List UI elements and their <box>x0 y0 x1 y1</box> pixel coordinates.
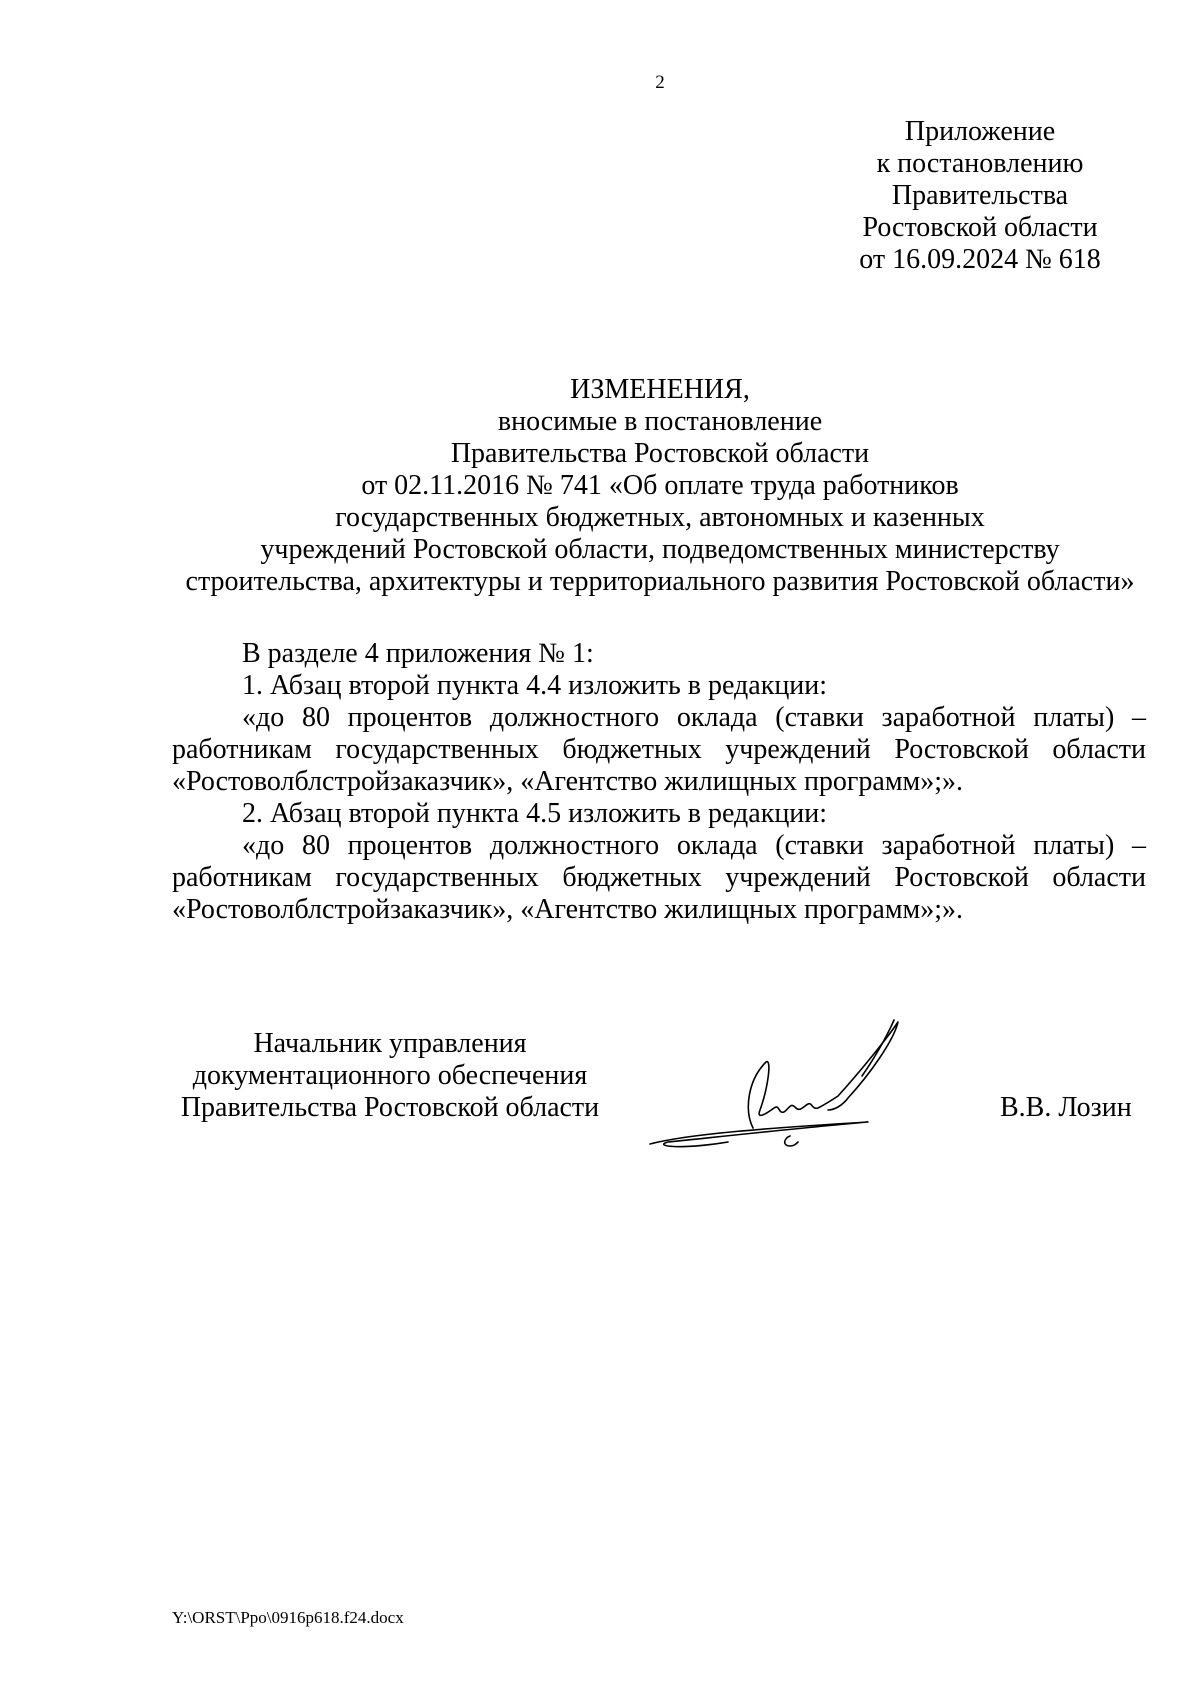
page-number: 2 <box>655 72 665 93</box>
handwritten-signature <box>648 1010 908 1170</box>
title-line: вносимые в постановление <box>497 406 823 437</box>
appendix-line: Ростовской области <box>862 212 1098 243</box>
title-line: Правительства Ростовской области <box>450 438 870 469</box>
signer-name: В.В. Лозин <box>1000 1092 1132 1123</box>
body-paragraph: 1. Абзац второй пункта 4.4 изложить в редакции: <box>242 670 828 701</box>
signatory-line: Начальник управления <box>253 1028 527 1059</box>
file-path: Y:\ORST\Ppo\0916p618.f24.docx <box>172 1608 404 1627</box>
appendix-line: к постановлению <box>876 148 1084 179</box>
signatory-line: Правительства Ростовской области <box>180 1092 600 1123</box>
body-paragraph: «до 80 процентов должностного оклада (ставки заработной платы) – работникам государственных бюджетных учреждений Ростовской области «Ростоволблстройзаказчик», «Агентство жилищных программ»;». <box>172 702 1146 797</box>
title-line: строительства, архитектуры и территориального развития Ростовской области» <box>185 566 1135 597</box>
body-paragraph: В разделе 4 приложения № 1: <box>242 638 594 669</box>
signatory-position <box>160 1028 620 1124</box>
appendix-header <box>830 116 1130 276</box>
title-line: государственных бюджетных, автономных и казенных <box>335 502 985 533</box>
appendix-date-number: от 16.09.2024 № 618 <box>859 244 1101 275</box>
title-line: учреждений Ростовской области, подведомственных министерству <box>260 534 1060 565</box>
document-body <box>172 638 1146 926</box>
signatory-line: документационного обеспечения <box>192 1060 588 1091</box>
body-paragraph: 2. Абзац второй пункта 4.5 изложить в редакции: <box>242 798 828 829</box>
appendix-line: Приложение <box>904 116 1056 147</box>
body-paragraph: «до 80 процентов должностного оклада (ставки заработной платы) – работникам государственных бюджетных учреждений Ростовской области «Ростоволблстройзаказчик», «Агентство жилищных программ»;». <box>172 830 1146 925</box>
title-heading: ИЗМЕНЕНИЯ, <box>570 374 750 405</box>
title-line: от 02.11.2016 № 741 «Об оплате труда работников <box>361 470 959 501</box>
document-title <box>170 374 1150 598</box>
appendix-line: Правительства <box>891 180 1069 211</box>
